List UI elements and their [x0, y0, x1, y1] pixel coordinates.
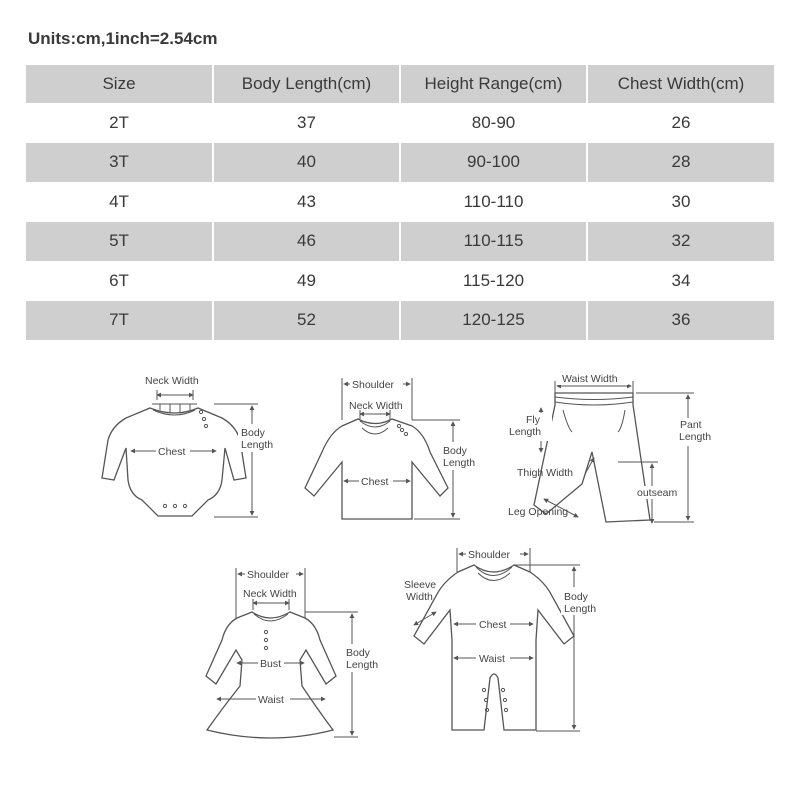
header-chest-width: Chest Width(cm) [587, 65, 774, 103]
dress-neck-width-label: Neck Width [243, 588, 297, 600]
measurement-diagrams [0, 350, 800, 790]
bodysuit-neck-width-label: Neck Width [145, 375, 199, 387]
cell-height-range: 110-110 [400, 182, 587, 222]
cell-size: 7T [26, 301, 213, 341]
bodysuit-body-label: Body [241, 427, 265, 439]
header-size: Size [26, 65, 213, 103]
table-row [26, 103, 774, 143]
header-height-range: Height Range(cm) [400, 65, 587, 103]
table-header-row [26, 65, 774, 103]
table-row [26, 222, 774, 262]
table-row [26, 261, 774, 301]
cell-chest-width: 36 [587, 301, 774, 341]
cell-size: 4T [26, 182, 213, 222]
bodysuit-length-label: Length [241, 439, 274, 451]
cell-size: 3T [26, 143, 213, 183]
table-row [26, 143, 774, 183]
cell-height-range: 115-120 [400, 261, 587, 301]
pants-thigh-width-label: Thigh Width [517, 467, 574, 479]
romper-diagram [404, 548, 603, 731]
cell-chest-width: 26 [587, 103, 774, 143]
table-row [26, 182, 774, 222]
header-body-length: Body Length(cm) [213, 65, 400, 103]
romper-chest-label: Chest [479, 619, 507, 631]
romper-sleeve-width-label: Width [406, 591, 433, 603]
shirt-neck-width-label: Neck Width [349, 400, 403, 412]
cell-height-range: 80-90 [400, 103, 587, 143]
cell-body-length: 43 [213, 182, 400, 222]
pants-waist-width-label: Waist Width [562, 373, 618, 385]
pants-fly-label: Fly [526, 414, 540, 426]
dress-outline [206, 612, 336, 738]
dress-diagram [206, 568, 384, 738]
shirt-chest-label: Chest [361, 476, 389, 488]
cell-chest-width: 32 [587, 222, 774, 262]
pants-fly-length-label: Length [509, 426, 542, 438]
romper-outline [414, 565, 574, 730]
units-note: Units:cm,1inch=2.54cm [28, 29, 218, 48]
pants-pant-label: Pant [680, 419, 702, 431]
romper-sleeve-label: Sleeve [404, 579, 437, 591]
dress-body-label: Body [346, 647, 370, 659]
shirt-body-label: Body [443, 445, 467, 457]
cell-height-range: 90-100 [400, 143, 587, 183]
cell-chest-width: 30 [587, 182, 774, 222]
dress-bust-label: Bust [260, 658, 282, 670]
cell-body-length: 46 [213, 222, 400, 262]
cell-height-range: 110-115 [400, 222, 587, 262]
pants-diagram [508, 372, 716, 523]
pants-outseam-label: outseam [637, 487, 678, 499]
cell-chest-width: 28 [587, 143, 774, 183]
shirt-diagram [305, 378, 482, 519]
cell-size: 5T [26, 222, 213, 262]
table-row [26, 301, 774, 341]
cell-body-length: 49 [213, 261, 400, 301]
cell-size: 6T [26, 261, 213, 301]
bodysuit-diagram [102, 375, 278, 517]
cell-size: 2T [26, 103, 213, 143]
romper-length-label: Length [564, 603, 597, 615]
dress-shoulder-label: Shoulder [247, 569, 290, 581]
romper-body-label: Body [564, 591, 588, 603]
cell-body-length: 40 [213, 143, 400, 183]
pants-pant-length-label: Length [679, 431, 712, 443]
cell-body-length: 37 [213, 103, 400, 143]
romper-shoulder-label: Shoulder [468, 549, 511, 561]
dress-waist-label: Waist [258, 694, 284, 706]
shirt-length-label: Length [443, 457, 476, 469]
pants-leg-opening-label: Leg Opening [508, 506, 569, 518]
bodysuit-outline [102, 408, 246, 516]
size-chart-table [26, 65, 774, 340]
romper-waist-label: Waist [479, 653, 505, 665]
shirt-shoulder-label: Shoulder [352, 379, 395, 391]
bodysuit-chest-label: Chest [158, 446, 186, 458]
cell-body-length: 52 [213, 301, 400, 341]
cell-chest-width: 34 [587, 261, 774, 301]
cell-height-range: 120-125 [400, 301, 587, 341]
dress-length-label: Length [346, 659, 379, 671]
